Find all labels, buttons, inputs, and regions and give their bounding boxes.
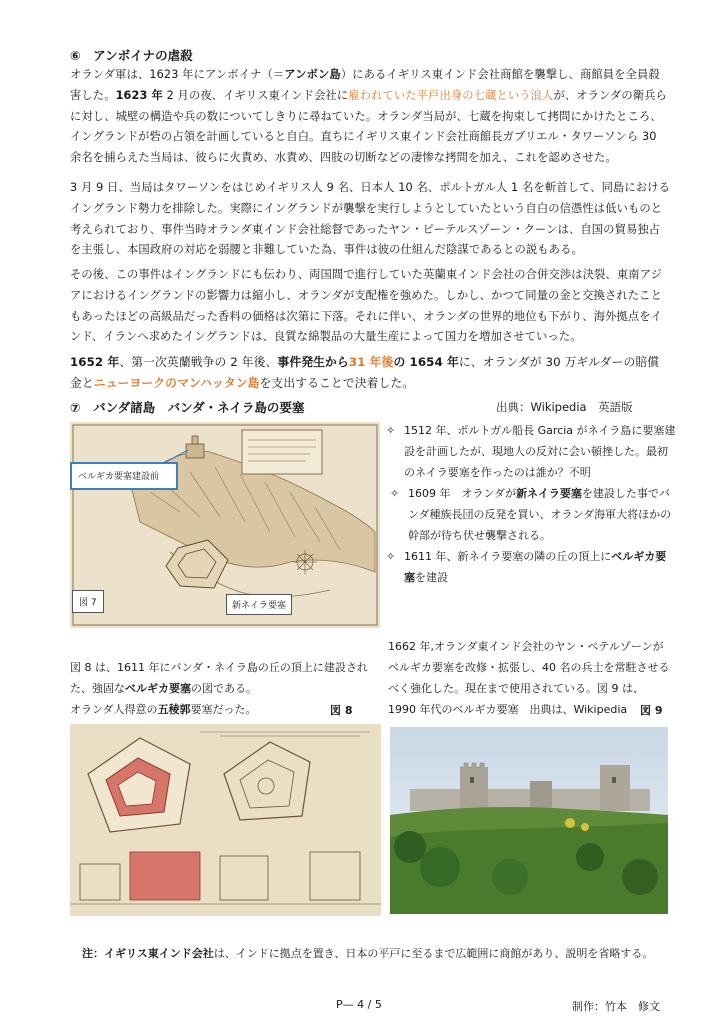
- figure-9-belgica-photo: [390, 727, 668, 914]
- paragraph-1: [70, 65, 670, 169]
- bullet-item-1611: [386, 546, 676, 588]
- paragraph-2: 3 月 9 日、当局はタワーソンをはじめイギリス人 9 名、日本人 10 名、ポルトガル人 1 名を斬首して、同島におけるイングランド勢力を排除した。実際にイングランドが襲撃を実行しようとしていたという自白の信憑性は低いものと考えられており、事件当時オランダ東インド会社総督であったヤン・ピーテルスゾーン・クーンは、自国の貿易独占を主張し、本国政府の対応を弱腰と非難していた為、事件は彼の仕組んだ陰謀であるとの説もある。: [70, 181, 670, 257]
- text-bold: ベルギカ要塞: [404, 550, 667, 584]
- text: を建設: [415, 571, 448, 584]
- diamond-bullet-icon: ✧: [386, 550, 396, 563]
- text-bold: 1652 年: [70, 355, 120, 369]
- paragraph-4: [70, 352, 670, 394]
- figure-7-label: 図 7: [72, 590, 104, 613]
- source-credit: 出典：Wikipedia 英語版: [496, 400, 633, 414]
- figure-7-map: [70, 422, 380, 628]
- belgica-plan-drawing: [70, 724, 381, 916]
- text-bold: 1623 年: [115, 88, 163, 102]
- text-bold: 五稜郭: [157, 703, 191, 716]
- text: 要塞だった。: [190, 703, 257, 716]
- text: の図である。: [191, 682, 257, 695]
- text: を支出することで決着した。: [259, 375, 415, 390]
- text: 、第一次英蘭戦争の 2 年後、: [119, 355, 278, 369]
- text-bold: アンボン島: [284, 68, 341, 81]
- diamond-bullet-icon: ✧: [390, 487, 400, 500]
- text: ）にあるイギリス東インド会社商館を襲撃し、商館員を全員殺害した。: [70, 68, 660, 102]
- text: が、オランダの衛兵らに対し、城壁の構造や兵の数についてしきりに尋ねていた。オランダ当局が、七蔵を拘束して拷問にかけたところ、イングランドが砦の占領を計画していると自白。直ちにイギリス東インド会社商館長ガブリエル・タワーソンら 30 余名を捕らえた当局は、彼らに火責め、水責め、四肢の切断などの凄惨な拷問を加え、これを認めさせた。: [70, 88, 667, 165]
- footnote: [82, 945, 682, 961]
- text-bold: 新ネイラ要塞: [516, 487, 582, 500]
- section-6-title: ⑥ アンボイナの虐殺: [70, 48, 193, 63]
- text-bold: の 1654 年: [393, 355, 459, 369]
- text: 図 8 は、1611 年にバンダ・ネイラ島の丘の頂上に建設された、強固な: [70, 661, 368, 695]
- diamond-bullet-icon: ✧: [386, 424, 396, 437]
- figure-9-caption: 1662 年,オランダ東インド会社のヤン・ペテルゾーンがベルギカ要塞を改修・拡張し、40 名の兵士を常駐させるべく強化した。現在まで使用されている。図 9 は、1990 年代のベルギカ要塞 出典は、Wikipedia: [388, 640, 670, 716]
- callout-before-belgica: ベルギカ要塞建設前: [70, 462, 178, 490]
- text: オランダ人得意の: [70, 703, 158, 716]
- new-neira-fort-label: 新ネイラ要塞: [226, 594, 292, 615]
- paragraph-3: その後、この事件はイングランドにも伝わり、両国間で進行していた英蘭東インド会社の合併交渉は決裂、東南アジアにおけるイングランドの影響力は縮小し、オランダが支配権を強めた。しかし、かつて同量の金と交換されたこともあったほどの高級品だった香料の価格は次第に下落。それに伴い、オランダの世界的地位も下がり、海外拠点をインド、イランへ求めたイングランドは、良質な綿製品の大量生産によって国力を増加させていった。: [70, 268, 663, 344]
- history-bullet-list: [386, 420, 676, 588]
- text-highlight: 雇われていた平戸出身の七蔵という浪人: [348, 88, 554, 102]
- figure-9-label: 図 9: [640, 704, 663, 717]
- bullet-item-1512: [386, 420, 676, 483]
- text: 2 月の夜、イギリス東インド会社に: [162, 88, 349, 102]
- figure-8-fort-plan: [70, 724, 381, 916]
- text-bold: 事件発生から: [277, 355, 349, 369]
- bullet-item-1609: [390, 483, 676, 546]
- text: 1611 年、新ネイラ要塞の隣の丘の頂上に: [404, 550, 612, 563]
- old-map-illustration: [70, 422, 380, 628]
- text: を建設した事でバンダ種族長団の反発を買い、オランダ海軍大将ほかの幹部が待ち伏せ襲撃される。: [408, 487, 672, 542]
- page-number: P— 4 / 5: [336, 998, 382, 1011]
- text-highlight: 31 年後: [348, 355, 394, 369]
- text: に、オランダが 30 万ギルダーの賠償金と: [70, 355, 660, 390]
- section-7-title: ⑦ バンダ諸島 バンダ・ネイラ島の要塞: [70, 400, 305, 415]
- text: は、インドに拠点を置き、日本の平戸に至るまで広範囲に商館があり、説明を省略する。: [213, 947, 654, 960]
- text: 1609 年 オランダが: [408, 487, 517, 500]
- figure-8-label: 図 8: [330, 704, 353, 717]
- text-bold: ベルギカ要塞: [125, 682, 191, 695]
- text-highlight: ニューヨークのマンハッタン島: [93, 375, 260, 390]
- text: オランダ軍は、1623 年にアンボイナ（＝: [70, 68, 285, 81]
- text-bold: イギリス東インド会社: [104, 947, 214, 960]
- note-prefix: 注：: [82, 947, 104, 960]
- text: 1512 年、ポルトガル船長 Garcia がネイラ島に要塞建設を計画したが、現地人の反対に会い頓挫した。最初のネイラ要塞を作ったのは誰か？不明: [404, 424, 676, 479]
- author-credit: 制作：竹本 修文: [572, 1000, 660, 1013]
- fort-photo-illustration: [390, 727, 668, 914]
